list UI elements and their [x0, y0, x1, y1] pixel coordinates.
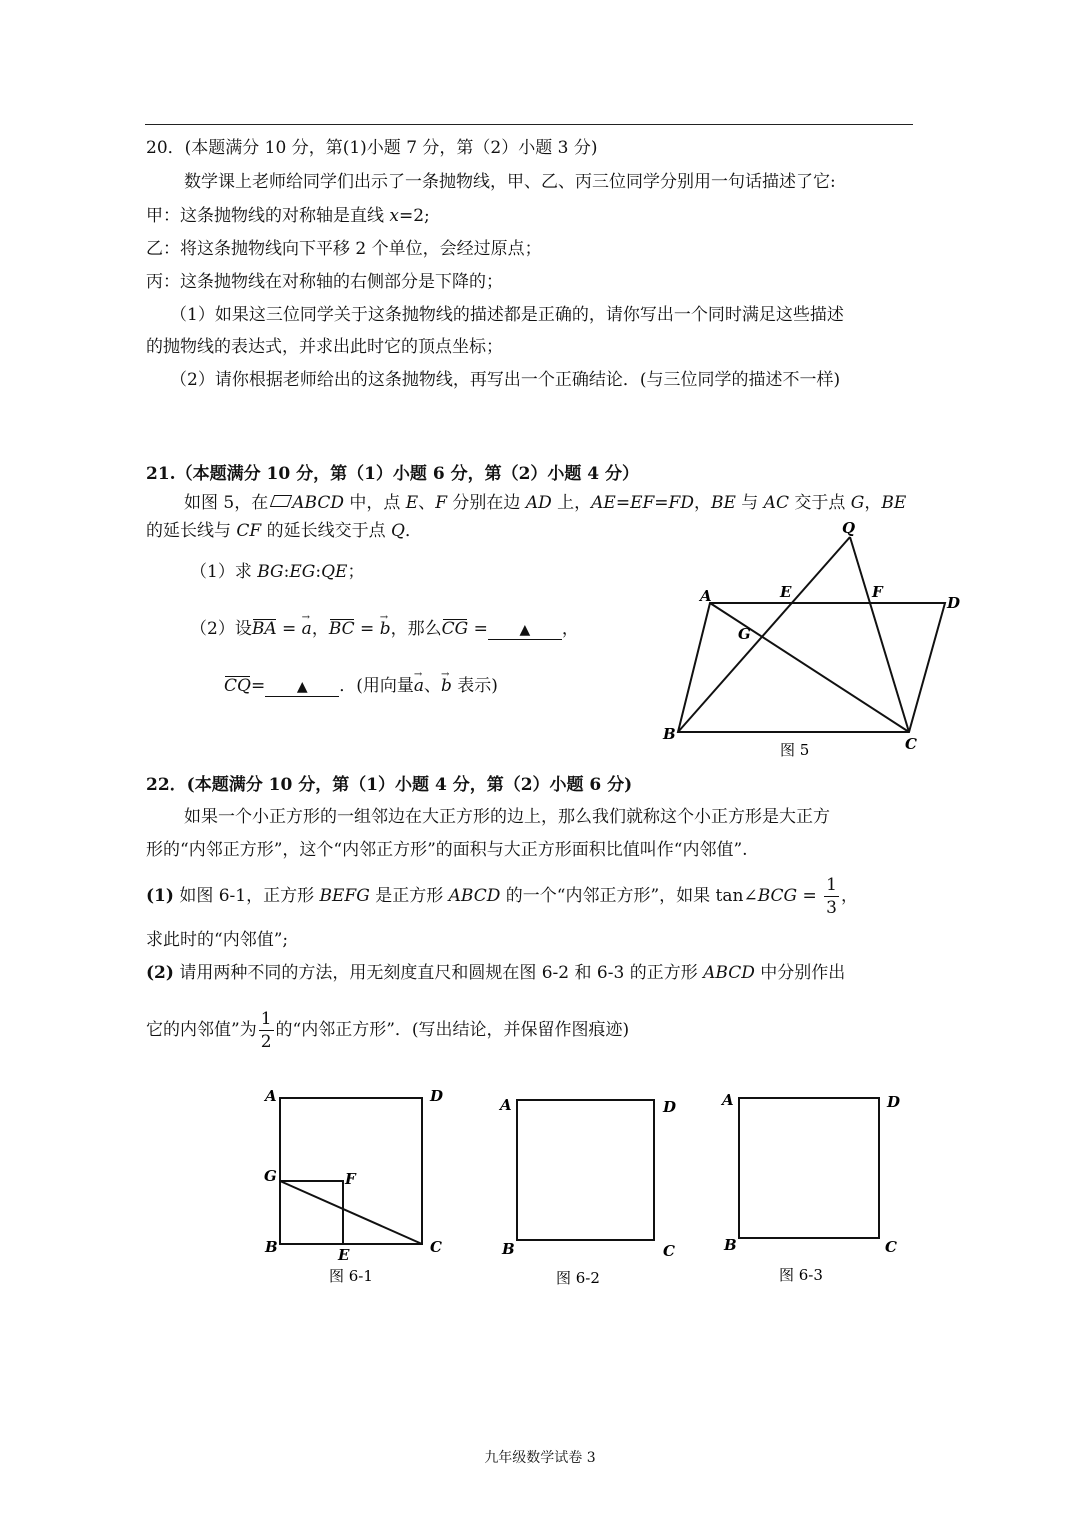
- figure-6-3-caption: 图 6-3: [779, 1266, 823, 1284]
- q21-text-line1: 如图 5，在 ABCD 中，点 E、F 分别在边 AD 上，AE=EF=FD，BE 与 AC 交于点 G，BE: [184, 493, 907, 513]
- parallelogram-symbol: [270, 495, 292, 507]
- q20-intro: 数学课上老师给同学们出示了一条抛物线，甲、乙、丙三位同学分别用一句话描述了它:: [184, 172, 836, 192]
- q20-statement-jia: 甲：这条抛物线的对称轴是直线 x=2;: [146, 206, 430, 226]
- label-b: B: [502, 1240, 515, 1258]
- label-a: A: [700, 587, 712, 605]
- q20-statement-yi: 乙：将这条抛物线向下平移 2 个单位，会经过原点；: [146, 239, 542, 259]
- label-c: C: [430, 1238, 442, 1256]
- q21-text-line2: 的延长线与 CF 的延长线交于点 Q．: [146, 521, 422, 541]
- q21-part1: （1）求 BG:EG:QE；: [190, 562, 365, 582]
- label-a: A: [500, 1096, 512, 1114]
- label-q: Q: [842, 519, 856, 537]
- label-g: G: [738, 625, 751, 643]
- label-d: D: [887, 1093, 901, 1111]
- page-footer: 九年级数学试卷 3: [484, 1450, 596, 1466]
- q20-part1-line1: （1）如果这三位同学关于这条抛物线的描述都是正确的，请你写出一个同时满足这些描述: [170, 305, 844, 325]
- q22-part1-line2: 求此时的“内邻值”;: [146, 930, 289, 950]
- square-abcd: [517, 1100, 654, 1240]
- q20-statement-bing: 丙：这条抛物线在对称轴的右侧部分是下降的；: [146, 272, 503, 292]
- q22-intro-line2: 形的“内邻正方形”，这个“内邻正方形”的面积与大正方形面积比值叫作“内邻值”.: [146, 840, 748, 860]
- line-cq: [850, 537, 909, 732]
- figure-6-1: [255, 1080, 455, 1290]
- label-b: B: [663, 725, 676, 743]
- vector-cq: CQ: [224, 676, 251, 696]
- label-f: F: [872, 583, 883, 601]
- segment-gc: [280, 1181, 422, 1244]
- q22-header: 22．(本题满分 10 分，第（1）小题 4 分，第（2）小题 6 分): [146, 775, 633, 795]
- answer-blank-cg[interactable]: ▲: [488, 621, 562, 640]
- q21-header: 21.（本题满分 10 分，第（1）小题 6 分，第（2）小题 4 分）: [146, 464, 640, 484]
- label-c: C: [663, 1242, 675, 1260]
- parallelogram-abcd: [678, 603, 945, 732]
- figure-5-parallelogram: [650, 515, 970, 765]
- label-g: G: [264, 1167, 277, 1185]
- q22-part2-line2: 它的内邻值”为 $\frac{1}{2}$ 的“内邻正方形”．(写出结论，并保留作图痕迹): [146, 1008, 630, 1052]
- label-b: B: [265, 1238, 278, 1256]
- label-d: D: [430, 1087, 444, 1105]
- figure-6-2: [490, 1082, 700, 1292]
- square-befg: [280, 1181, 343, 1244]
- label-e: E: [780, 583, 792, 601]
- label-e: E: [338, 1246, 350, 1264]
- label-b: B: [724, 1236, 737, 1254]
- label-f: F: [345, 1170, 356, 1188]
- label-d: D: [663, 1098, 677, 1116]
- label-c: C: [885, 1238, 897, 1256]
- label-a: A: [722, 1091, 734, 1109]
- q20-part1-line2: 的抛物线的表达式，并求出此时它的顶点坐标；: [146, 337, 503, 357]
- label-d: D: [947, 594, 961, 612]
- vector-b: → b: [380, 618, 391, 640]
- top-rule: [145, 124, 913, 125]
- figure-6-2-caption: 图 6-2: [556, 1269, 600, 1287]
- label-c: C: [905, 735, 917, 753]
- vector-ba: BA: [251, 619, 277, 639]
- vector-a: → a: [302, 618, 312, 640]
- q22-part1: (1) 如图 6-1，正方形 BEFG 是正方形 ABCD 的一个“内邻正方形”，如果 tan∠BCG = $\frac{1}{3}$ ，: [146, 874, 858, 918]
- vector-cg: CG: [441, 619, 469, 639]
- figure-6-1-caption: 图 6-1: [329, 1267, 373, 1285]
- q21-part2-line2: CQ= ▲ ．(用向量→ a、→ b 表示): [224, 675, 498, 697]
- figure-6-3: [712, 1080, 922, 1290]
- figure-5-caption: 图 5: [780, 741, 810, 759]
- square-abcd: [739, 1098, 879, 1238]
- q21-part2: （2）设BA = → a，BC = → b，那么CG = ▲ ，: [190, 618, 579, 640]
- q20-header: 20．(本题满分 10 分，第(1)小题 7 分，第（2）小题 3 分): [146, 138, 598, 158]
- fraction-one-half: $\frac{1}{2}$: [260, 1008, 272, 1052]
- answer-blank-cq[interactable]: ▲: [265, 678, 339, 697]
- q22-intro-line1: 如果一个小正方形的一组邻边在大正方形的边上，那么我们就称这个小正方形是大正方: [184, 807, 830, 827]
- line-bq: [678, 537, 850, 732]
- q22-part2: (2) 请用两种不同的方法，用无刻度直尺和圆规在图 6-2 和 6-3 的正方形 ABCD 中分别作出: [146, 963, 846, 983]
- vector-bc: BC: [328, 619, 355, 639]
- diagonal-ac: [710, 603, 909, 732]
- q20-part2: （2）请你根据老师给出的这条抛物线，再写出一个正确结论．(与三位同学的描述不一样): [170, 370, 841, 390]
- label-a: A: [265, 1087, 277, 1105]
- fraction-one-third: $\frac{1}{3}$: [826, 874, 837, 918]
